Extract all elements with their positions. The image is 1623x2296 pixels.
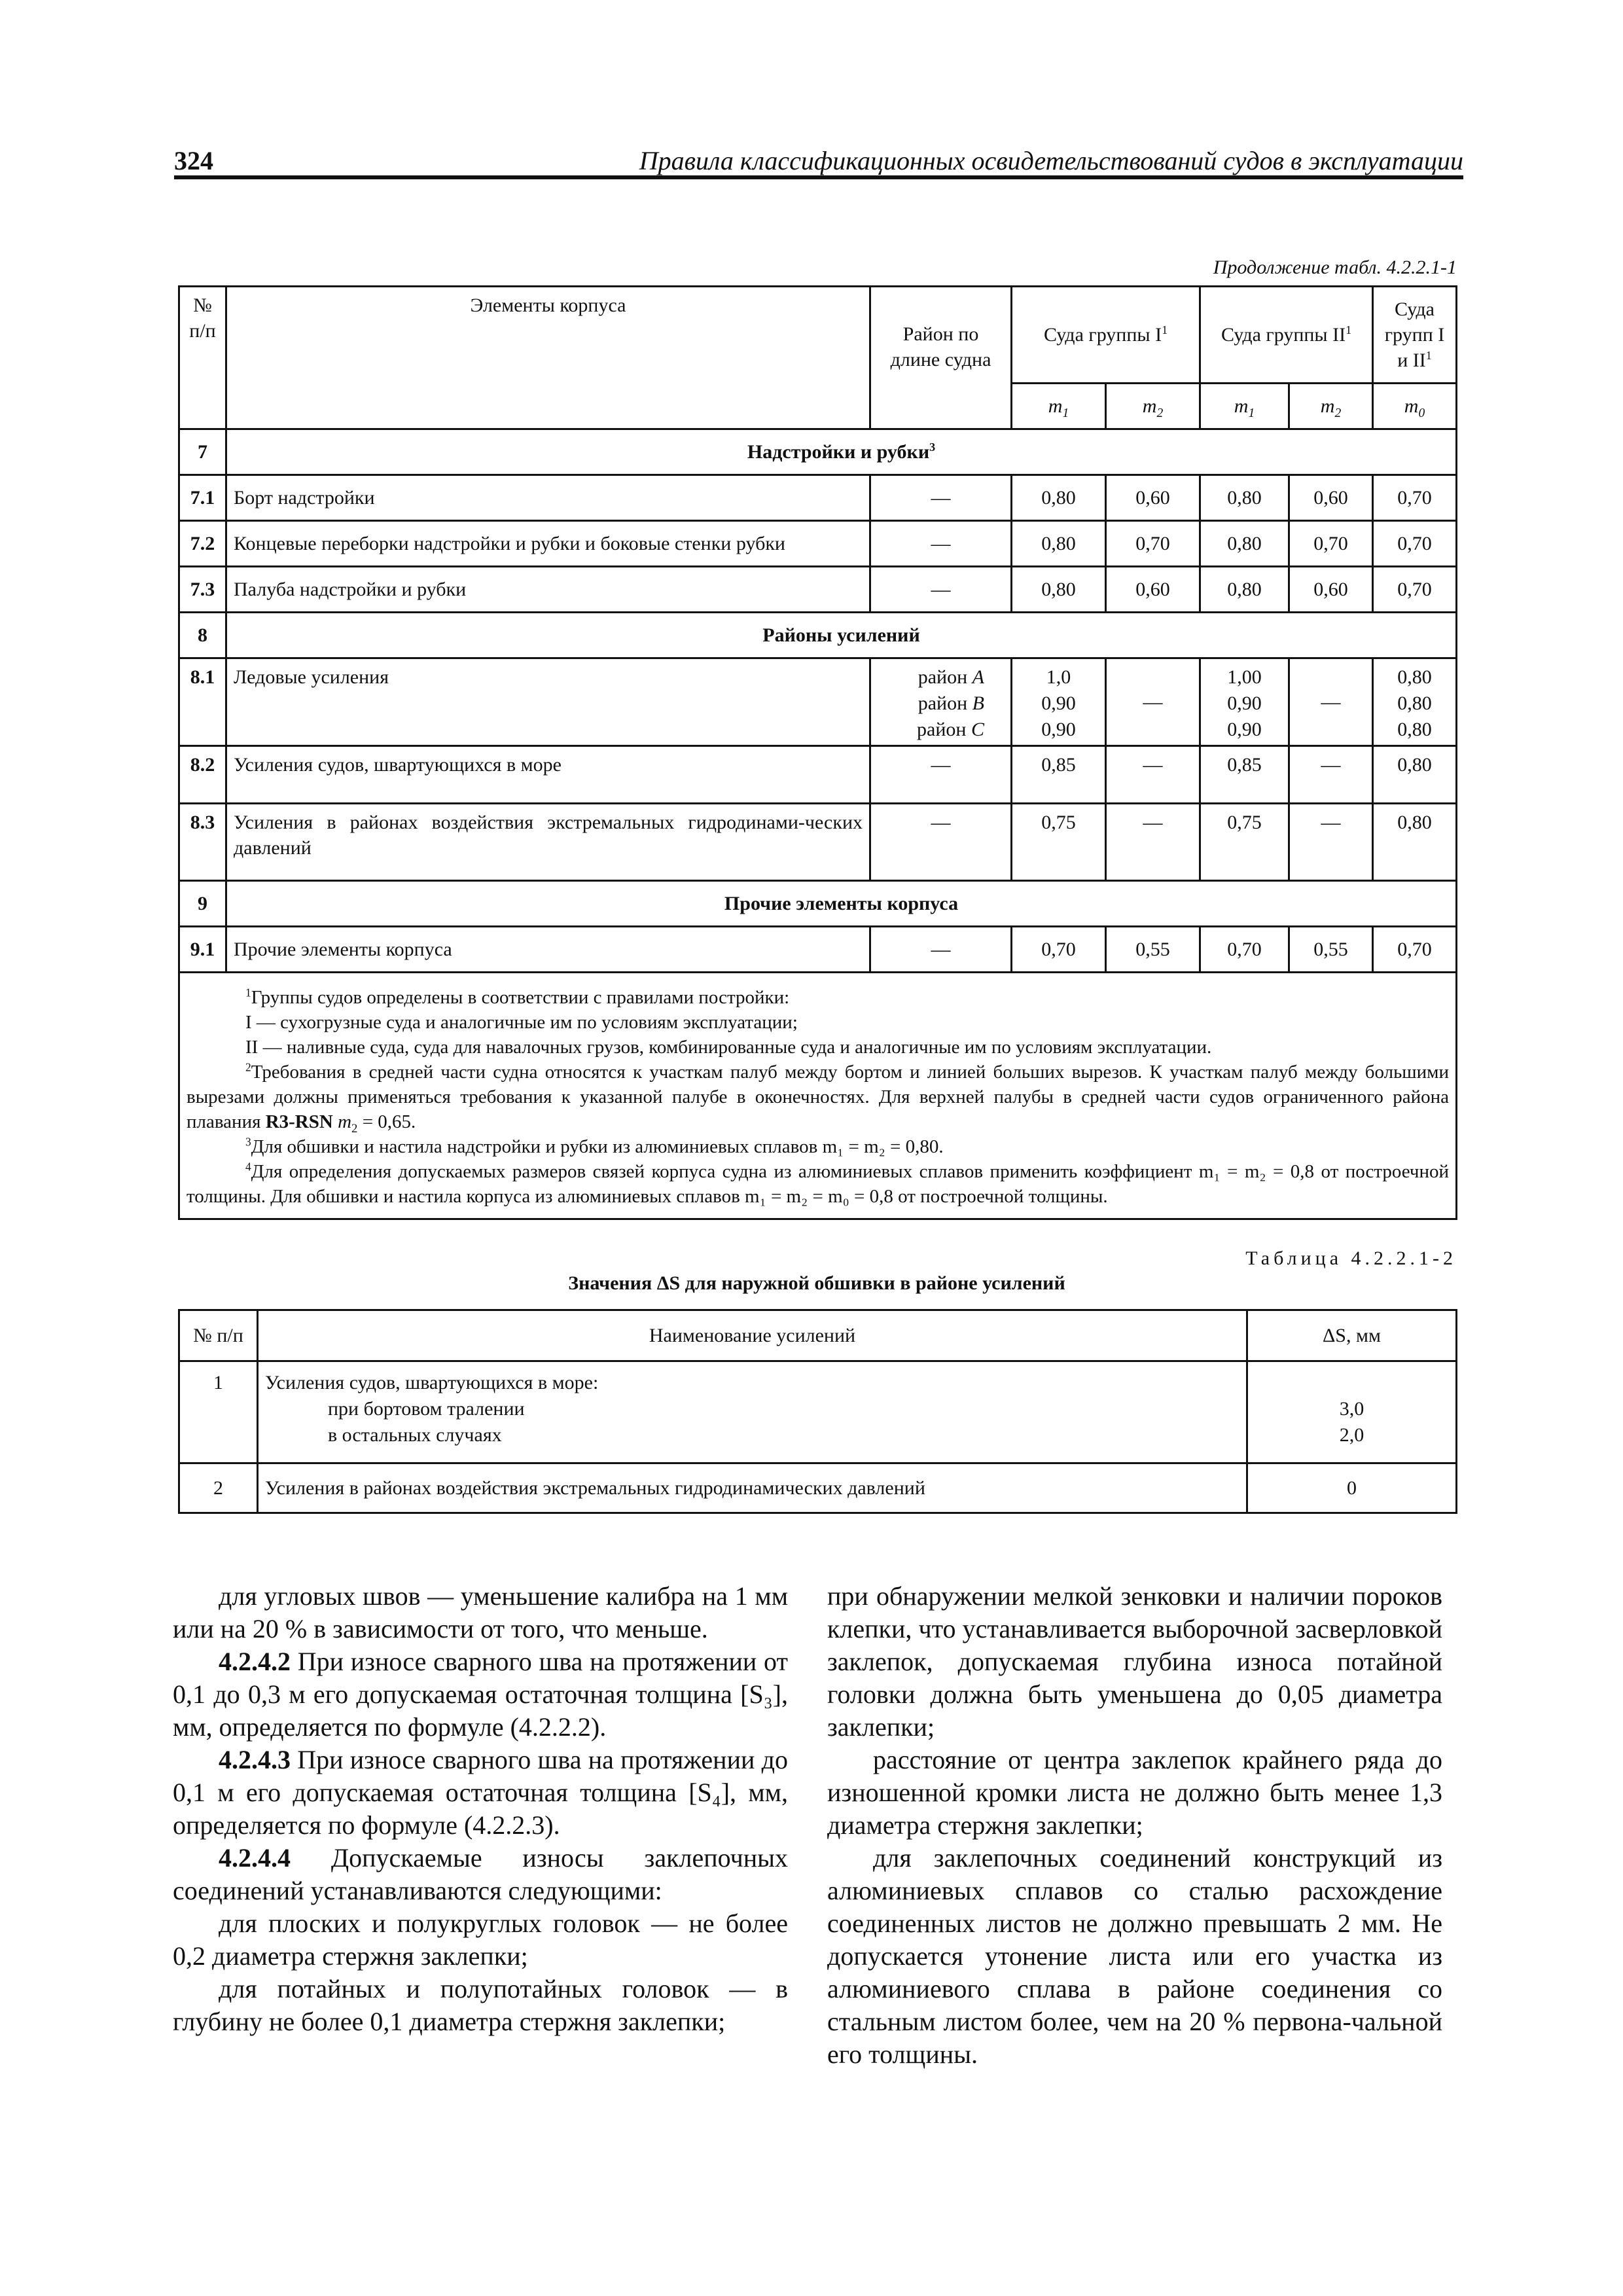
table-row [179,1463,1457,1513]
value-cell: 0,80 [1200,475,1289,521]
value-cell: 0 [1247,1463,1457,1513]
section-num: 8 [179,613,226,658]
col-header-m1-group1: $m_1$ [1012,384,1106,429]
value-cell: 0,80 [1200,521,1289,567]
value-cell: 0,75 [1012,804,1106,881]
table-row [179,1361,1457,1463]
section-num: 9 [179,881,226,927]
col-header-group-1: Суда группы $I^1$ [1012,287,1200,384]
value-cell: 1,00 0,90 0,90 [1200,658,1289,746]
col-header-group-1-2: Суда групп I и $II^1$ [1373,287,1457,384]
value-cell: 0,60 [1106,567,1200,613]
table-row [179,927,1457,973]
footnote-4: $^4$Для определения допускаемых размеров связей корпуса судна из алюминиевых сплавов применить коэффициент m₁ = m₂ = 0,8 от построечной толщины. Для обшивки и настила корпуса из алюминиевых сплавов m₁ = m₂ = m₀ = 0,8 от построечной толщины. [187,1160,1450,1207]
value-cell: 0,55 [1289,927,1373,973]
value-cell: 0,80 [1373,804,1457,881]
col-header-m2-group1: $m_2$ [1106,384,1200,429]
row-name: Борт надстройки [226,475,870,521]
section-num: 7 [179,429,226,475]
value-cell: 0,80 [1012,475,1106,521]
col-header-region: Район по длине судна [870,287,1012,429]
row-name: Усиления судов, швартующихся в море [226,746,870,804]
row-name: Усиления в районах воздействия экстремальных гидродинами-ческих давлений [226,804,870,881]
row-name: Концевые переборки надстройки и рубки и боковые стенки рубки [226,521,870,567]
paragraph: для потайных и полупотайных головок — в глубину не более 0,1 диаметра стержня заклепки; [173,1974,788,2036]
row-num: 1 [179,1361,258,1463]
col-header-group-2: Суда группы $II^1$ [1200,287,1373,384]
paragraph: 4.2.4.2 При износе сварного шва на протяжении от 0,1 до 0,3 м его допускаемая остаточная толщина [S₃], мм, определяется по формуле (4.2.2.2). [173,1647,788,1742]
value-cell: 0,70 [1373,567,1457,613]
section-row-9 [179,881,1457,927]
value-cell: 0,70 [1373,927,1457,973]
paragraph: при обнаружении мелкой зенковки и наличии пороков клепки, что устанавливается выборочной засверловкой заклепок, допускаемая глубина износа потайной головки должна быть уменьшена до 0,05 диаметра заклепки; [827,1581,1442,1742]
col-header-m0: $m_0$ [1373,384,1457,429]
row-region: — [870,567,1012,613]
hull-elements-table [178,285,1457,1220]
row-num: 9.1 [179,927,226,973]
table-row [179,746,1457,804]
section-title: Надстройки и рубки$^3$ [226,429,1457,475]
col-header-m1-group2: $m_1$ [1200,384,1289,429]
footnotes-row [179,973,1457,1219]
row-region: — [870,927,1012,973]
value-cell: — [1289,658,1373,746]
footnote-1-group-1: I — сухогрузные суда и аналогичные им по условиям эксплуатации; [245,1012,798,1033]
value-cell: 3,0 2,0 [1247,1361,1457,1463]
value-cell: 0,70 [1289,521,1373,567]
col-header-m2-group2: $m_2$ [1289,384,1373,429]
col-header-num: № п/п [179,1310,258,1361]
value-cell: 0,60 [1106,475,1200,521]
value-cell: — [1106,804,1200,881]
value-cell: — [1106,746,1200,804]
value-cell: 0,60 [1289,475,1373,521]
row-num: 8.3 [179,804,226,881]
value-cell: — [1289,804,1373,881]
value-cell: — [1289,746,1373,804]
row-region: — [870,746,1012,804]
value-cell: 0,80 [1012,521,1106,567]
section-title: Районы усилений [226,613,1457,658]
paragraph: 4.2.4.4 Допускаемые износы заклепочных соединений устанавливаются следующими: [173,1843,788,1905]
row-region-list: район A район B район C [870,658,1012,746]
value-cell: 0,70 [1373,475,1457,521]
row-name: Ледовые усиления [226,658,870,746]
value-cell: 0,80 [1373,746,1457,804]
table-row [179,658,1457,746]
col-header-value: ΔS, мм [1247,1310,1457,1361]
value-cell: 0,70 [1106,521,1200,567]
running-title: Правила классификационных освидетельствований судов в эксплуатации [639,146,1463,175]
body-column-right [827,1580,1442,2071]
value-cell: 0,80 0,80 0,80 [1373,658,1457,746]
header-rule [174,175,1463,179]
footnote-3: $^3$Для обшивки и настила надстройки и рубки из алюминиевых сплавов m₁ = m₂ = 0,80. [245,1135,944,1157]
row-num: 8.1 [179,658,226,746]
table-title: Значения ΔS для наружной обшивки в районе усилений [568,1272,1065,1294]
col-header-elements: Элементы корпуса [226,287,870,429]
col-header-num: № п/п [179,287,226,429]
footnote-1: $^1$Группы судов определены в соответствии с правилами постройки: [245,986,790,1008]
row-num: 7.2 [179,521,226,567]
running-header [174,145,1463,175]
value-cell: 0,70 [1373,521,1457,567]
table-continuation-caption: Продолжение табл. 4.2.2.1-1 [1213,257,1457,278]
value-cell: 0,70 [1200,927,1289,973]
row-num: 8.2 [179,746,226,804]
value-cell: 0,80 [1012,567,1106,613]
row-region: — [870,804,1012,881]
row-name: Усиления судов, швартующихся в море: при бортовом тралении в остальных случаях [258,1361,1247,1463]
value-cell: 0,60 [1289,567,1373,613]
value-cell: — [1106,658,1200,746]
paragraph: для плоских и полукруглых головок — не более 0,2 диаметра стержня заклепки; [173,1909,788,1971]
paragraph: 4.2.4.3 При износе сварного шва на протяжении до 0,1 м его допускаемая остаточная толщина [S₄], мм, определяется по формуле (4.2.2.3). [173,1745,788,1840]
value-cell: 0,70 [1012,927,1106,973]
section-row-8 [179,613,1457,658]
row-num: 2 [179,1463,258,1513]
table-row [179,567,1457,613]
row-region: — [870,475,1012,521]
value-cell: 0,80 [1200,567,1289,613]
table-header-row [179,1310,1457,1361]
page-number: 324 [174,146,213,175]
section-title: Прочие элементы корпуса [226,881,1457,927]
value-cell: 1,0 0,90 0,90 [1012,658,1106,746]
row-name: Усиления в районах воздействия экстремальных гидродинамических давлений [258,1463,1247,1513]
table-row [179,521,1457,567]
section-row-7 [179,429,1457,475]
row-name: Палуба надстройки и рубки [226,567,870,613]
table-label: Таблица 4.2.2.1-2 [1245,1247,1457,1269]
value-cell: 0,55 [1106,927,1200,973]
row-name: Прочие элементы корпуса [226,927,870,973]
footnote-1-group-2: II — наливные суда, суда для навалочных грузов, комбинированные суда и аналогичные им по условиям эксплуатации. [245,1037,1212,1058]
table-row [179,475,1457,521]
row-region: — [870,521,1012,567]
value-cell: 0,85 [1200,746,1289,804]
paragraph: расстояние от центра заклепок крайнего ряда до изношенной кромки листа не должно быть менее 1,3 диаметра стержня заклепки; [827,1745,1442,1840]
value-cell: 0,75 [1200,804,1289,881]
reinforcement-delta-table [178,1309,1457,1514]
body-column-left [173,1580,788,2038]
table-header-row [179,287,1457,384]
paragraph: для заклепочных соединений конструкций из алюминиевых сплавов со сталью расхождение соединенных листов не должно превышать 2 мм. Не допускается утонение листа или его участка из алюминиевого сплава в районе соединения со стальным листом более, чем на 20 % первона-чальной его толщины. [827,1843,1442,2069]
footnote-2: $^2$Требования в средней части судна относятся к участкам палуб между бортом и линией больших вырезов. К участкам палуб между большими вырезами должны применяться требования к указанной палубе в оконечностях. Для верхней палубы в средней части судов ограниченного района плавания R3-RSN $m_2 = 0,65$. [187,1060,1450,1136]
col-header-name: Наименование усилений [258,1310,1247,1361]
table-footnotes [179,973,1457,1219]
paragraph: для угловых швов — уменьшение калибра на 1 мм или на 20 % в зависимости от того, что меньше. [173,1581,788,1643]
row-num: 7.1 [179,475,226,521]
table-row [179,804,1457,881]
row-num: 7.3 [179,567,226,613]
value-cell: 0,85 [1012,746,1106,804]
